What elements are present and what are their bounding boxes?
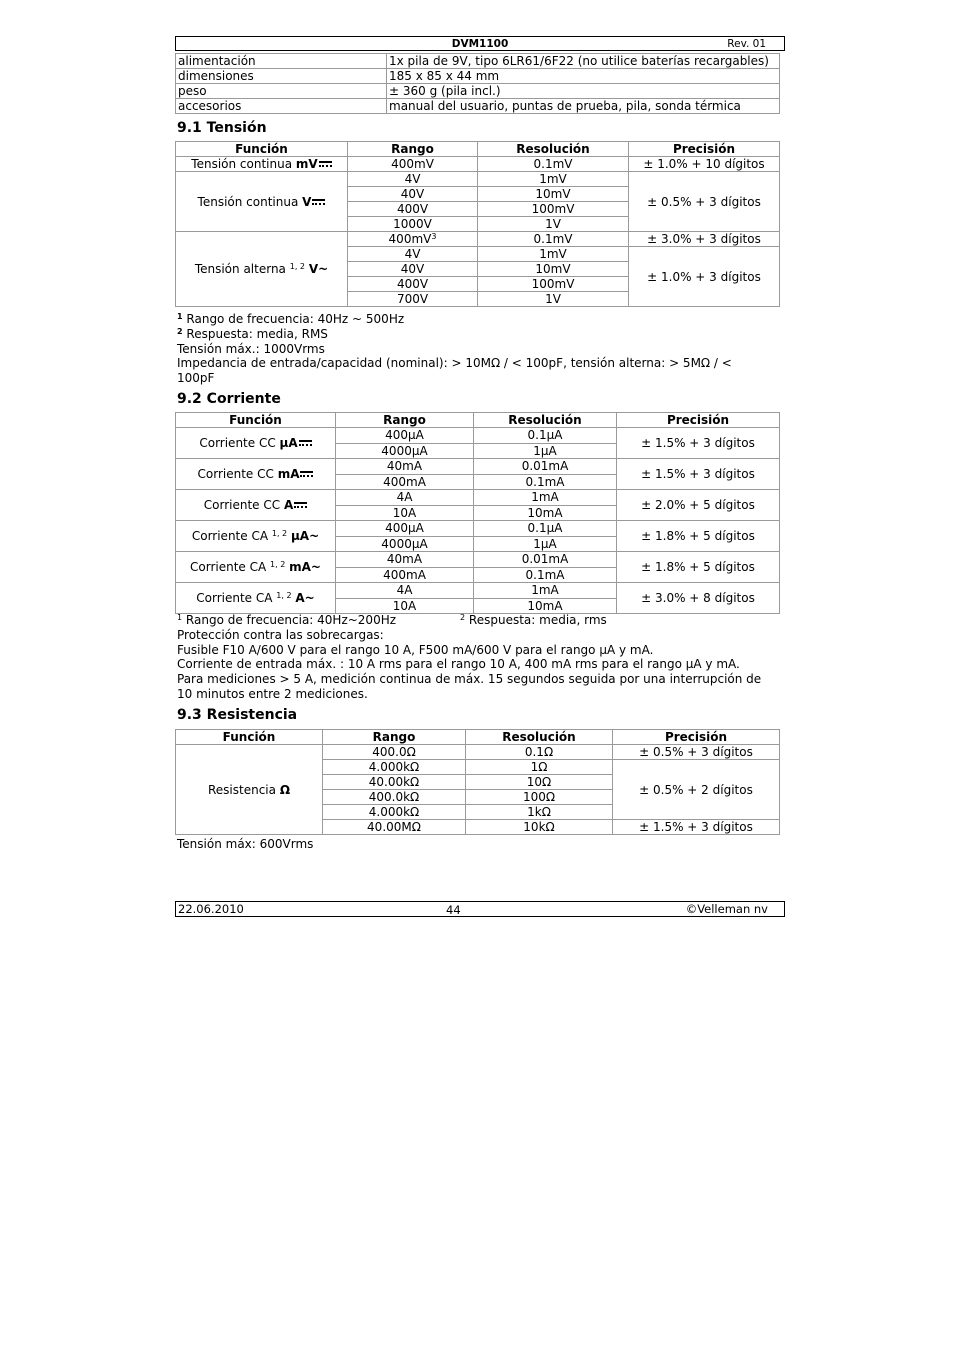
table-header-row (176, 730, 780, 745)
col-header-resolucion: Resolución (478, 142, 629, 157)
dc-symbol-icon (312, 198, 325, 206)
resolution-cell: 0.01mA (474, 552, 617, 568)
range-cell: 4A (336, 583, 474, 599)
range-cell: 4.000kΩ (323, 805, 466, 820)
note-line: Protección contra las sobrecargas: (177, 627, 384, 642)
range-cell: 400µA (336, 521, 474, 537)
page-number: 44 (446, 903, 461, 917)
precision-cell: ± 0.5% + 2 dígitos (613, 760, 780, 820)
function-cell: Corriente CA $^{1, 2}$ µA~ (176, 521, 336, 552)
precision-cell: ± 1.8% + 5 dígitos (617, 552, 780, 583)
resistencia-note: Tensión máx: 600Vrms (177, 837, 314, 851)
precision-cell: ± 1.8% + 5 dígitos (617, 521, 780, 552)
spec-label: accesorios (176, 99, 387, 114)
table-row (176, 84, 780, 99)
dc-symbol-icon (300, 470, 313, 478)
function-cell: Corriente CA $^{1, 2}$ mA~ (176, 552, 336, 583)
function-cell: Tensión continua V (176, 172, 348, 232)
range-cell: 400mV (348, 157, 478, 172)
note-line: Tensión máx.: 1000Vrms (177, 341, 325, 356)
precision-cell: ± 1.0% + 3 dígitos (629, 247, 780, 307)
dc-symbol-icon (299, 439, 312, 447)
range-cell: 400.0Ω (323, 745, 466, 760)
table-row (176, 69, 780, 84)
resolution-cell: 0.01mA (474, 459, 617, 475)
resolution-cell: 100mV (478, 277, 629, 292)
section-title-resistencia: 9.3 Resistencia (177, 707, 298, 723)
resolution-cell: 1V (478, 292, 629, 307)
section-title-corriente: 9.2 Corriente (177, 391, 281, 407)
resolution-cell: 1mA (474, 490, 617, 506)
footnote: $^2$ Respuesta: media, RMS (177, 326, 328, 341)
resolution-cell: 1mA (474, 583, 617, 599)
resolution-cell: 1µA (474, 443, 617, 459)
precision-cell: ± 2.0% + 5 dígitos (617, 490, 780, 521)
resolution-cell: 1Ω (466, 760, 613, 775)
spec-value: 185 x 85 x 44 mm (387, 69, 780, 84)
precision-cell: ± 0.5% + 3 dígitos (613, 745, 780, 760)
resolution-cell: 1mV (478, 172, 629, 187)
resolution-cell: 100Ω (466, 790, 613, 805)
col-header-precision: Precisión (617, 413, 780, 428)
resolution-cell: 1µA (474, 536, 617, 552)
col-header-precision: Precisión (629, 142, 780, 157)
resolution-cell: 1mV (478, 247, 629, 262)
resolution-cell: 10mA (474, 598, 617, 614)
resolution-cell: 0.1mV (478, 157, 629, 172)
range-cell: 4A (336, 490, 474, 506)
revision: Rev. 01 (727, 38, 766, 50)
resistencia-table (175, 729, 780, 835)
note-line: 100pF (177, 371, 215, 386)
range-cell: 10A (336, 598, 474, 614)
precision-cell: ± 1.0% + 10 dígitos (629, 157, 780, 172)
col-header-resolucion: Resolución (466, 730, 613, 745)
range-cell: 4V (348, 247, 478, 262)
note-line: Fusible F10 A/600 V para el rango 10 A, F500 mA/600 V para el rango µA y mA. (177, 642, 654, 657)
note-line: Corriente de entrada máx. : 10 A rms para el rango 10 A, 400 mA rms para el rango µA y mA. (177, 657, 740, 672)
range-cell: 40.00MΩ (323, 820, 466, 835)
footer-company: ©Velleman nv (685, 902, 768, 916)
resolution-cell: 10mV (478, 187, 629, 202)
resolution-cell: 1V (478, 217, 629, 232)
range-cell: 400V (348, 202, 478, 217)
function-cell: Corriente CC A (176, 490, 336, 521)
function-cell: Resistencia Ω (176, 745, 323, 835)
table-header-row (176, 142, 780, 157)
range-cell: 4000µA (336, 443, 474, 459)
col-header-funcion: Función (176, 142, 348, 157)
precision-cell: ± 1.5% + 3 dígitos (617, 459, 780, 490)
precision-cell: ± 3.0% + 8 dígitos (617, 583, 780, 614)
col-header-rango: Rango (323, 730, 466, 745)
range-cell: 4V (348, 172, 478, 187)
precision-cell: ± 1.5% + 3 dígitos (617, 428, 780, 459)
resolution-cell: 10kΩ (466, 820, 613, 835)
resolution-cell: 0.1µA (474, 521, 617, 537)
table-row (176, 172, 780, 187)
spec-value: manual del usuario, puntas de prueba, pila, sonda térmica (387, 99, 780, 114)
general-specs-table (175, 53, 780, 114)
col-header-precision: Precisión (613, 730, 780, 745)
resolution-cell: 0.1µA (474, 428, 617, 444)
range-cell: 4000µA (336, 536, 474, 552)
resolution-cell: 100mV (478, 202, 629, 217)
table-row (176, 521, 780, 537)
range-cell: 40mA (336, 552, 474, 568)
resolution-cell: 0.1mA (474, 567, 617, 583)
page-header (175, 36, 785, 51)
table-row (176, 745, 780, 760)
range-cell: 40mA (336, 459, 474, 475)
range-cell: 400V (348, 277, 478, 292)
range-cell: $400mV^3$ (348, 232, 478, 247)
range-cell: 40V (348, 187, 478, 202)
footnotes-line (177, 613, 777, 628)
precision-cell: ± 3.0% + 3 dígitos (629, 232, 780, 247)
table-row (176, 232, 780, 247)
resolution-cell: 0.1mA (474, 474, 617, 490)
table-row (176, 459, 780, 475)
table-row (176, 99, 780, 114)
dc-symbol-icon (319, 160, 332, 168)
section-title-tension: 9.1 Tensión (177, 120, 267, 136)
table-row (176, 490, 780, 506)
resolution-cell: 10mV (478, 262, 629, 277)
resolution-cell: 10mA (474, 505, 617, 521)
table-row (176, 552, 780, 568)
corriente-table (175, 412, 780, 614)
col-header-rango: Rango (348, 142, 478, 157)
range-cell: 40V (348, 262, 478, 277)
note-line: Impedancia de entrada/capacidad (nominal): > 10MΩ / < 100pF, tensión alterna: > 5MΩ / < (177, 356, 732, 371)
range-cell: 400µA (336, 428, 474, 444)
resolution-cell: 10Ω (466, 775, 613, 790)
function-cell: Corriente CA $^{1, 2}$ A~ (176, 583, 336, 614)
table-row (176, 583, 780, 599)
range-cell: 400mA (336, 474, 474, 490)
spec-value: 1x pila de 9V, tipo 6LR61/6F22 (no utilice baterías recargables) (387, 54, 780, 69)
spec-label: peso (176, 84, 387, 99)
precision-cell: ± 1.5% + 3 dígitos (613, 820, 780, 835)
function-cell: Corriente CC mA (176, 459, 336, 490)
range-cell: 400.0kΩ (323, 790, 466, 805)
resolution-cell: 0.1mV (478, 232, 629, 247)
dc-symbol-icon (294, 501, 307, 509)
col-header-funcion: Función (176, 413, 336, 428)
table-row (176, 157, 780, 172)
footnote: $^2$ Respuesta: media, rms (460, 613, 607, 627)
table-header-row (176, 413, 780, 428)
range-cell: 1000V (348, 217, 478, 232)
range-cell: 400mA (336, 567, 474, 583)
tension-notes (177, 312, 777, 386)
table-row (176, 54, 780, 69)
range-cell: 4.000kΩ (323, 760, 466, 775)
resolution-cell: 1kΩ (466, 805, 613, 820)
col-header-rango: Rango (336, 413, 474, 428)
footnote: $^1$ Rango de frecuencia: 40Hz~200Hz (177, 613, 397, 627)
footnote: $^1$ Rango de frecuencia: 40Hz ~ 500Hz (177, 312, 405, 326)
spec-label: dimensiones (176, 69, 387, 84)
model-name: DVM1100 (451, 38, 509, 50)
range-cell: 10A (336, 505, 474, 521)
function-cell: Tensión continua mV (176, 157, 348, 172)
spec-label: alimentación (176, 54, 387, 69)
col-header-resolucion: Resolución (474, 413, 617, 428)
function-cell: Corriente CC µA (176, 428, 336, 459)
footer-date: 22.06.2010 (178, 902, 244, 916)
function-cell: Tensión alterna $^{1, 2}$ V~ (176, 232, 348, 307)
resolution-cell: 0.1Ω (466, 745, 613, 760)
table-row (176, 428, 780, 444)
tension-table (175, 141, 780, 307)
col-header-funcion: Función (176, 730, 323, 745)
note-line: Para mediciones > 5 A, medición continua de máx. 15 segundos seguida por una interrupción de (177, 672, 762, 687)
spec-value: ± 360 g (pila incl.) (387, 84, 780, 99)
page-footer (175, 901, 785, 917)
corriente-notes (177, 613, 777, 702)
precision-cell: ± 0.5% + 3 dígitos (629, 172, 780, 232)
range-cell: 40.00kΩ (323, 775, 466, 790)
range-cell: 700V (348, 292, 478, 307)
note-line: 10 minutos entre 2 mediciones. (177, 686, 368, 701)
